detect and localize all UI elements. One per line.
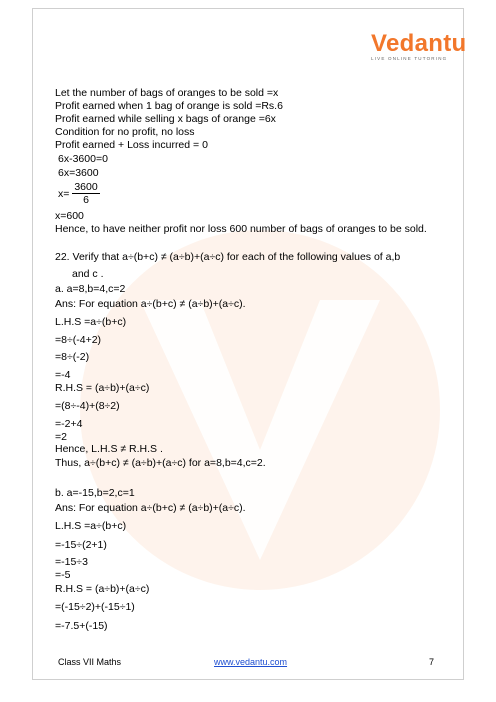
text-line: Profit earned while selling x bags of orange =6x bbox=[55, 113, 276, 125]
vedantu-logo bbox=[371, 30, 466, 61]
math-line: =(8÷-4)+(8÷2) bbox=[55, 400, 120, 412]
text-line: 6x=3600 bbox=[58, 167, 99, 179]
math-line: =2 bbox=[55, 431, 67, 443]
math-line: =(-15÷2)+(-15÷1) bbox=[55, 601, 135, 613]
fraction-lhs: x= bbox=[58, 188, 70, 200]
question-heading: 22. Verify that a÷(b+c) ≠ (a÷b)+(a÷c) for each of the following values of a,b bbox=[55, 251, 401, 263]
text-line: 6x-3600=0 bbox=[58, 153, 108, 165]
footer-website-link[interactable]: www.vedantu.com bbox=[214, 657, 288, 667]
footer-class-label: Class VII Maths bbox=[58, 657, 122, 667]
math-line: =-15÷(2+1) bbox=[55, 539, 107, 551]
page-number: 7 bbox=[429, 657, 435, 667]
math-line: =8÷(-2) bbox=[55, 351, 90, 363]
part-heading: b. a=-15,b=2,c=1 bbox=[55, 487, 135, 499]
text-line: x=600 bbox=[55, 210, 84, 222]
math-line: R.H.S = (a÷b)+(a÷c) bbox=[55, 382, 150, 394]
logo-wordmark: Vedantu bbox=[371, 30, 467, 57]
text-line: Let the number of bags of oranges to be sold =x bbox=[55, 87, 279, 99]
math-line: Hence, L.H.S ≠ R.H.S . bbox=[55, 443, 163, 455]
part-heading: a. a=8,b=4,c=2 bbox=[55, 283, 126, 295]
math-line: R.H.S = (a÷b)+(a÷c) bbox=[55, 583, 150, 595]
math-line: Thus, a÷(b+c) ≠ (a÷b)+(a÷c) for a=8,b=4,c=2. bbox=[55, 457, 266, 469]
text-line: Condition for no profit, no loss bbox=[55, 126, 195, 138]
fraction-denominator: 6 bbox=[83, 194, 89, 206]
fraction-numerator: 3600 bbox=[72, 181, 100, 194]
text-line: Hence, to have neither profit nor loss 600 number of bags of oranges to be sold. bbox=[55, 223, 427, 235]
math-line: =-5 bbox=[55, 569, 71, 581]
math-line: =-15÷3 bbox=[55, 556, 88, 568]
answer-line: Ans: For equation a÷(b+c) ≠ (a÷b)+(a÷c). bbox=[55, 298, 246, 310]
text-line: Profit earned + Loss incurred = 0 bbox=[55, 139, 208, 151]
math-line: =8÷(-4+2) bbox=[55, 334, 102, 346]
math-line: =-2+4 bbox=[55, 418, 83, 430]
math-line: =-7.5+(-15) bbox=[55, 620, 108, 632]
text-line: Profit earned when 1 bag of orange is sold =Rs.6 bbox=[55, 100, 283, 112]
logo-tagline: LIVE ONLINE TUTORING bbox=[371, 56, 448, 61]
math-line: L.H.S =a÷(b+c) bbox=[55, 520, 127, 532]
math-line: =-4 bbox=[55, 369, 71, 381]
answer-line: Ans: For equation a÷(b+c) ≠ (a÷b)+(a÷c). bbox=[55, 502, 246, 514]
math-line: L.H.S =a÷(b+c) bbox=[55, 316, 127, 328]
question-heading-cont: and c . bbox=[72, 268, 104, 280]
